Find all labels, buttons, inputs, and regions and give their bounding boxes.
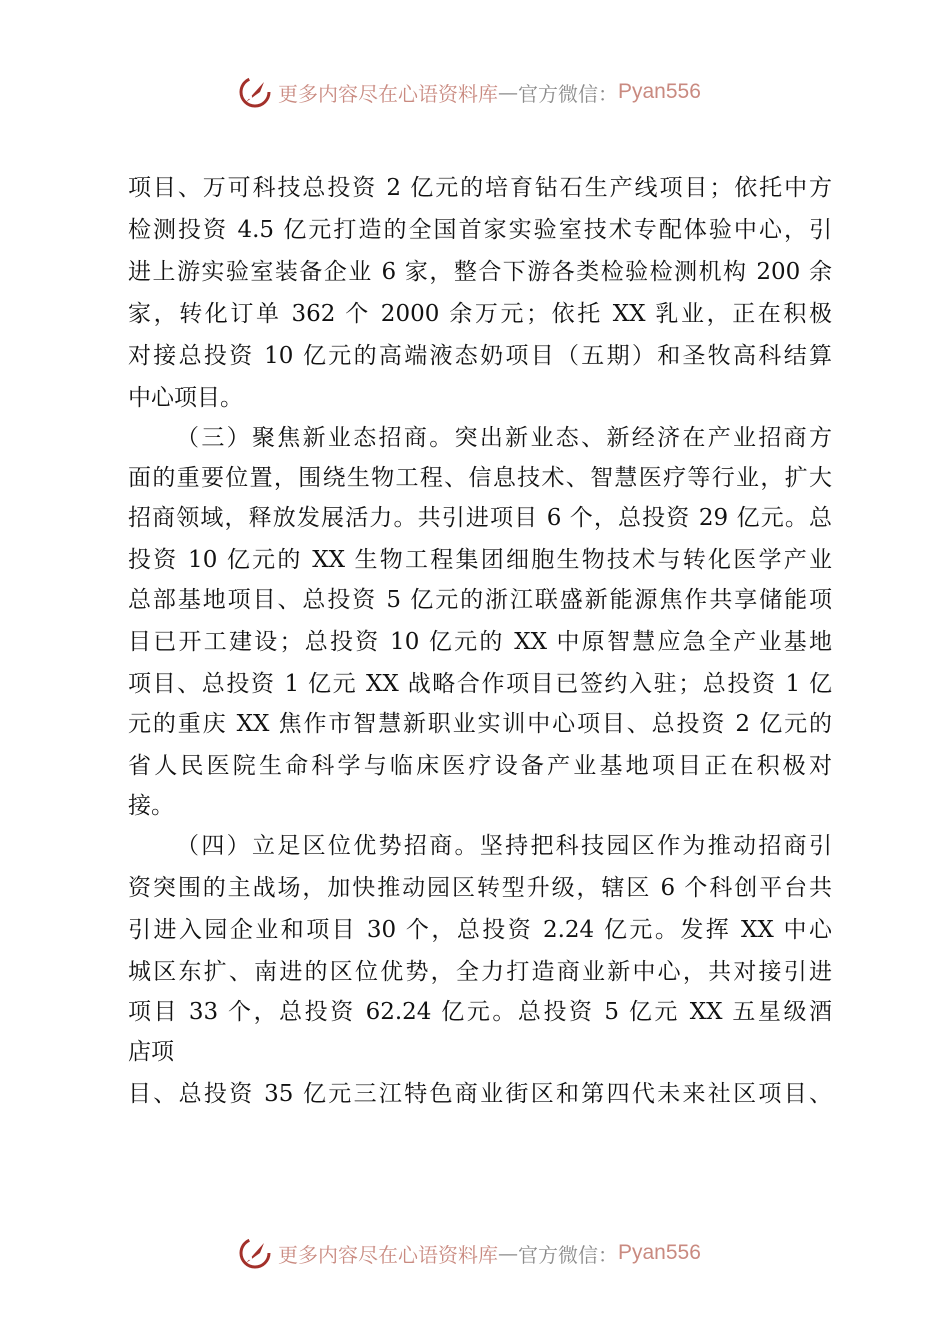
text-line: 元的重庆 XX 焦作市智慧新职业实训中心项目、总投资 2 亿元的: [128, 711, 832, 737]
watermark-dash: —: [498, 80, 518, 104]
watermark-main: 更多内容尽在心语资料库: [278, 1242, 498, 1267]
quill-logo-icon: [238, 1236, 272, 1270]
watermark-wechat-id: Pyan556: [618, 80, 701, 103]
text-line: 项目 33 个，总投资 62.24 亿元。总投资 5 亿元 XX 五星级酒: [128, 999, 832, 1025]
section-heading-line: （四）立足区位优势招商。坚持把科技园区作为推动招商引: [176, 833, 832, 859]
text-line: 检测投资 4.5 亿元打造的全国首家实验室技术专配体验中心，引: [128, 217, 832, 243]
text-line: 店项: [128, 1039, 174, 1065]
text-line: 进上游实验室装备企业 6 家，整合下游各类检验检测机构 200 余: [128, 259, 832, 285]
text-line: 项目、总投资 1 亿元 XX 战略合作项目已签约入驻；总投资 1 亿: [128, 671, 832, 697]
watermark-wechat-id: Pyan556: [618, 1241, 701, 1264]
text-line: 省人民医院生命科学与临床医疗设备产业基地项目正在积极对: [128, 753, 832, 779]
text-line: 面的重要位置，围绕生物工程、信息技术、智慧医疗等行业，扩大: [128, 465, 832, 491]
text-line: 招商领域，释放发展活力。共引进项目 6 个，总投资 29 亿元。总: [128, 505, 832, 531]
quill-logo-icon: [238, 75, 272, 109]
text-line: 目、总投资 35 亿元三江特色商业街区和第四代未来社区项目、: [128, 1081, 832, 1107]
text-line: 资突围的主战场，加快推动园区转型升级，辖区 6 个科创平台共: [128, 875, 832, 901]
watermark-wechat-label: 官方微信：: [518, 81, 618, 106]
text-line: 接。: [128, 793, 174, 819]
text-line: 城区东扩、南进的区位优势，全力打造商业新中心，共对接引进: [128, 959, 832, 985]
text-line: 引进入园企业和项目 30 个，总投资 2.24 亿元。发挥 XX 中心: [128, 917, 832, 943]
watermark-wechat-label: 官方微信：: [518, 1242, 618, 1267]
text-line: 项目、万可科技总投资 2 亿元的培育钻石生产线项目；依托中方: [128, 175, 832, 201]
header-watermark: [238, 74, 701, 110]
text-line: 家，转化订单 362 个 2000 余万元；依托 XX 乳业，正在积极: [128, 301, 832, 327]
text-line: 投资 10 亿元的 XX 生物工程集团细胞生物技术与转化医学产业: [128, 547, 832, 573]
text-line: 对接总投资 10 亿元的高端液态奶项目（五期）和圣牧高科结算: [128, 343, 832, 369]
watermark-main: 更多内容尽在心语资料库: [278, 81, 498, 106]
watermark-dash: —: [498, 1241, 518, 1265]
section-heading-line: （三）聚焦新业态招商。突出新业态、新经济在产业招商方: [176, 425, 832, 451]
text-line: 总部基地项目、总投资 5 亿元的浙江联盛新能源焦作共享储能项: [128, 587, 832, 613]
text-line: 目已开工建设；总投资 10 亿元的 XX 中原智慧应急全产业基地: [128, 629, 832, 655]
footer-watermark: [238, 1235, 701, 1271]
text-line: 中心项目。: [128, 385, 243, 411]
